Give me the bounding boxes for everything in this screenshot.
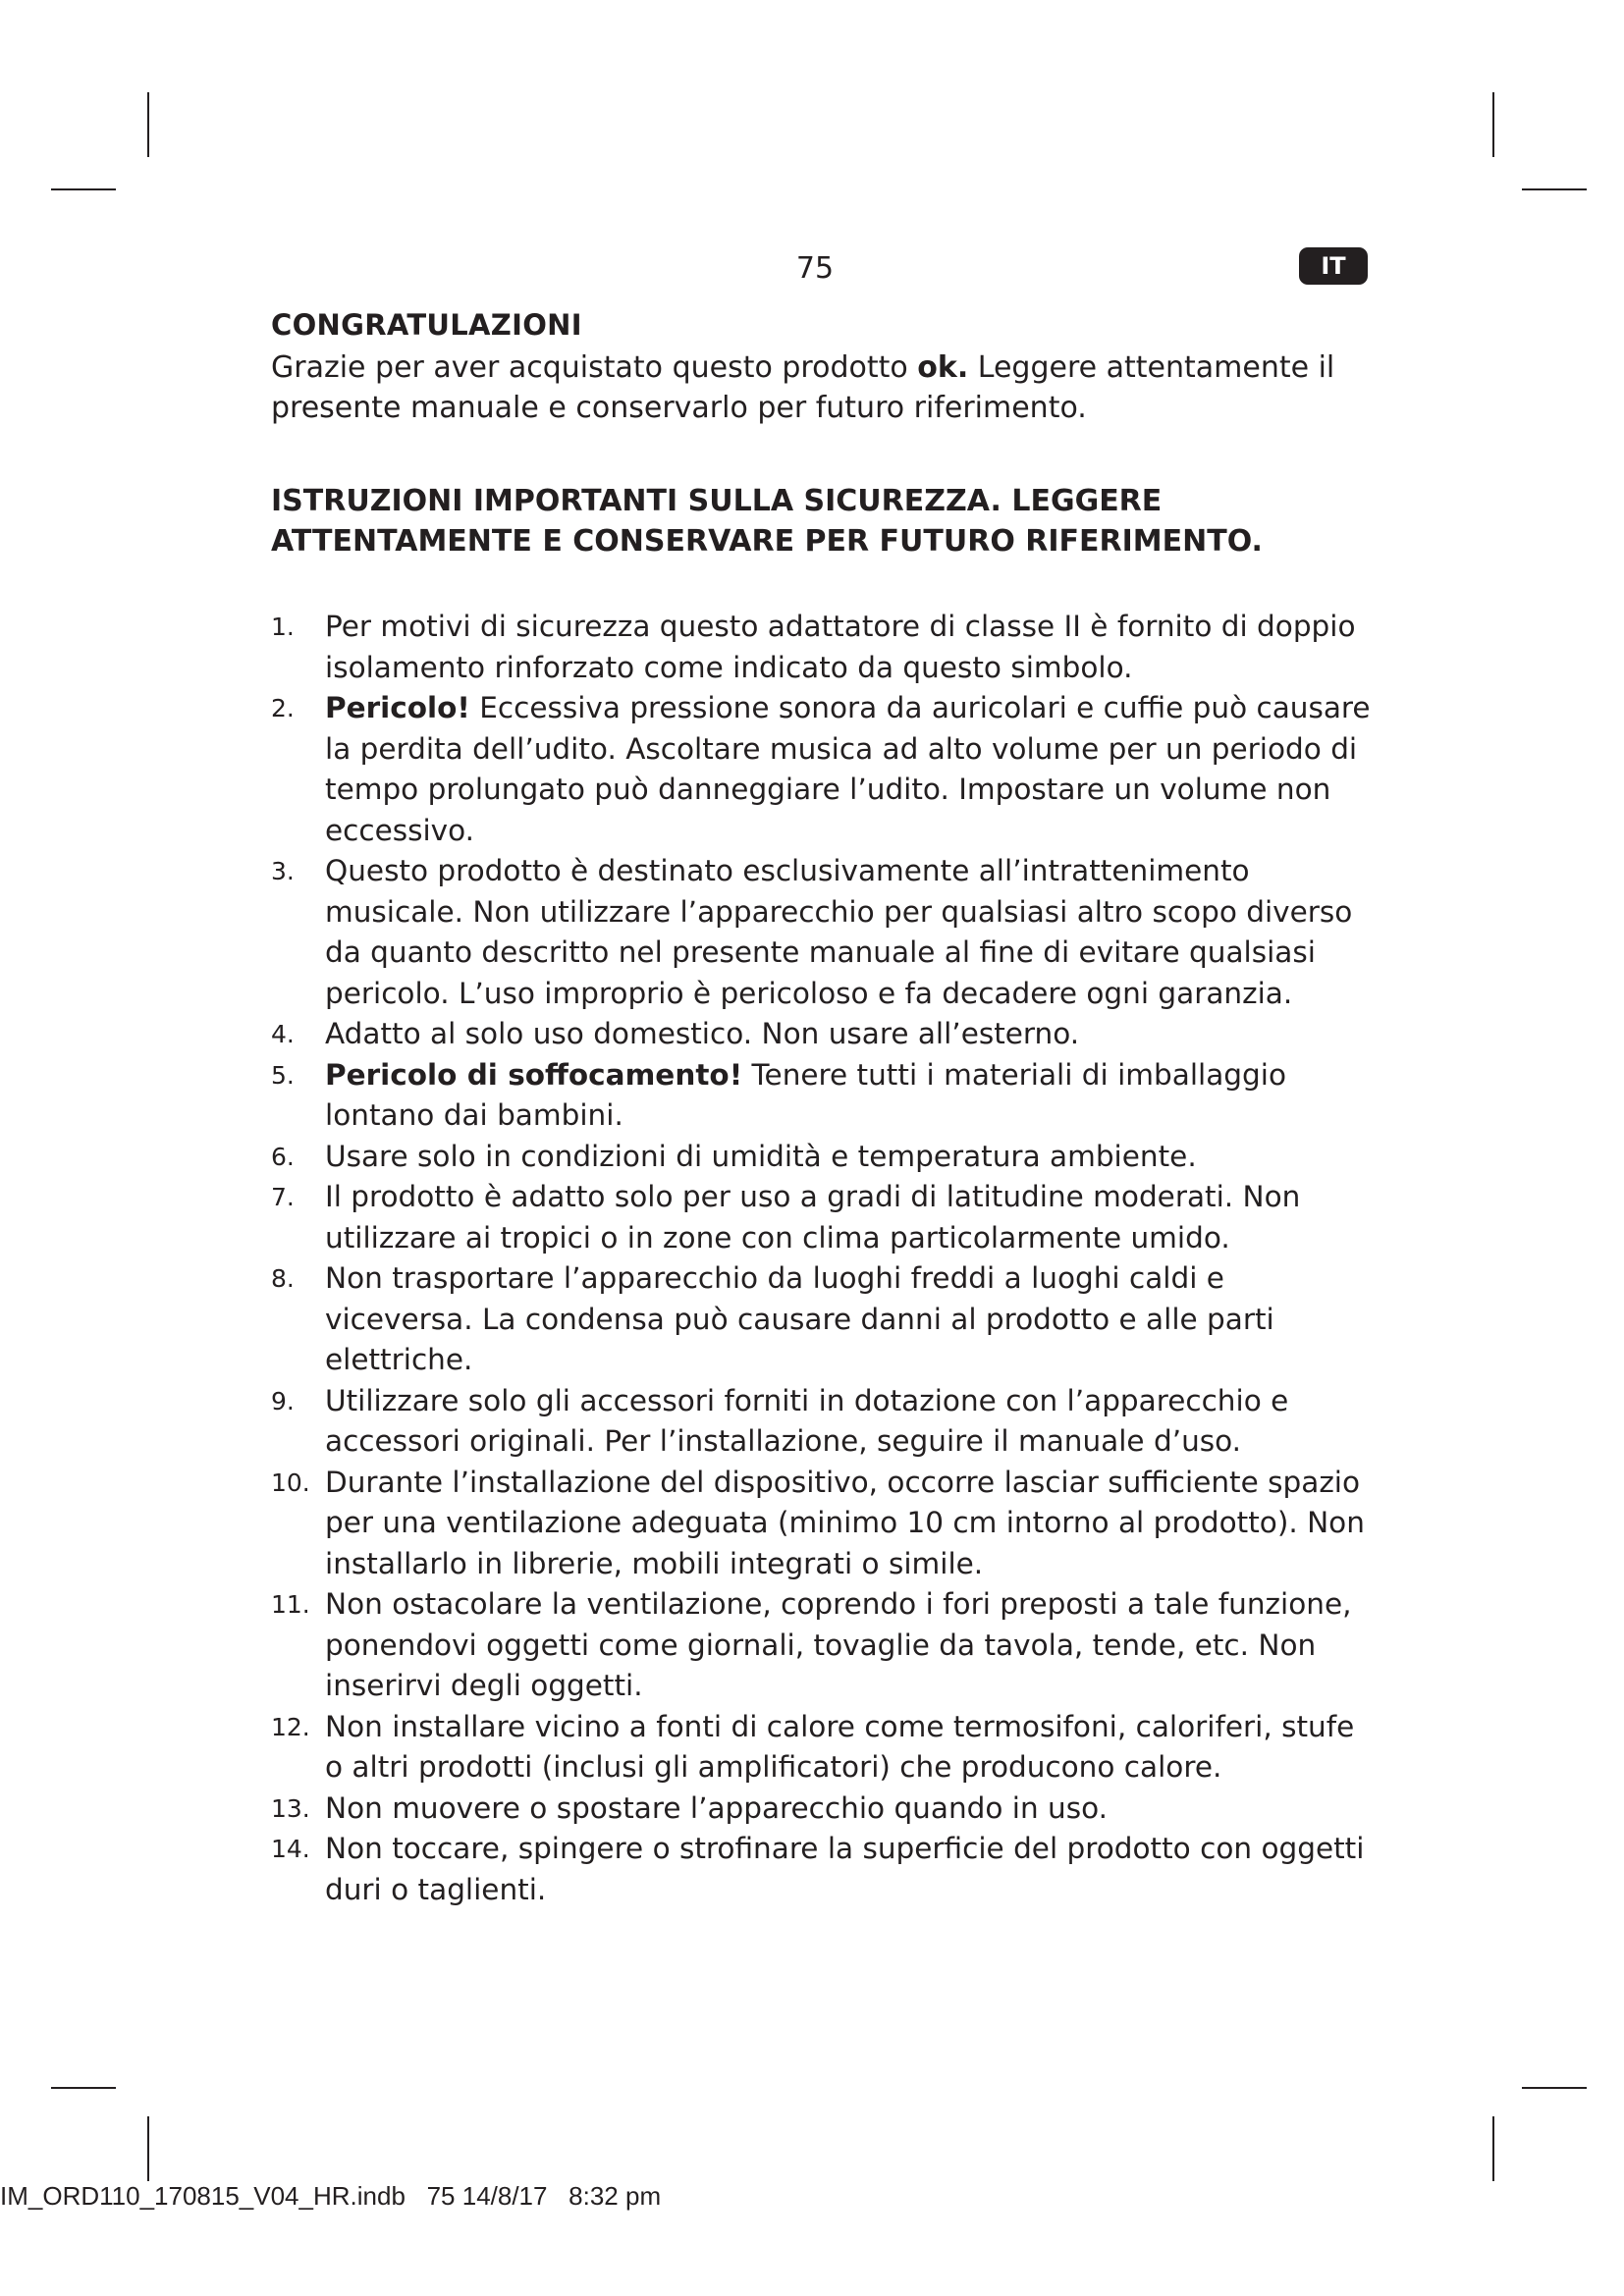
brand-name: ok.: [917, 350, 969, 385]
crop-mark-top-right-horizontal: [1522, 188, 1587, 190]
print-slug: [0, 2181, 661, 2212]
item-text: Non installare vicino a fonti di calore come termosifoni, caloriferi, stufe o altri prodotti (inclusi gli amplificatori) che producono calore.: [325, 1709, 1355, 1784]
item-number: 7.: [271, 1183, 295, 1211]
list-item: [271, 1055, 1380, 1137]
item-number: 14.: [271, 1835, 310, 1863]
item-number: 8.: [271, 1264, 295, 1293]
item-text: Questo prodotto è destinato esclusivamente all’intrattenimento musicale. Non utilizzare l’apparecchio per qualsiasi altro scopo diverso da quanto descritto nel presente manuale al fine di evitare qualsiasi pericolo. L’uso improprio è pericoloso e fa decadere ogni garanzia.: [325, 854, 1353, 1010]
item-text: Non trasportare l’apparecchio da luoghi freddi a luoghi caldi e viceversa. La condensa può causare danni al prodotto e alle parti elettriche.: [325, 1261, 1274, 1376]
safety-instructions-list: [271, 607, 1380, 1910]
slug-date: 14/8/17: [461, 2181, 548, 2211]
item-number: 13.: [271, 1793, 310, 1823]
item-number: 6.: [271, 1142, 295, 1171]
crop-mark-top-left-vertical: [147, 92, 149, 157]
crop-mark-bottom-left-vertical: [147, 2116, 149, 2181]
item-text: Usare solo in condizioni di umidità e temperatura ambiente.: [325, 1139, 1197, 1173]
list-item: [271, 1463, 1380, 1585]
list-item: [271, 1584, 1380, 1707]
intro-text-post: Leggere attentamente il presente manuale e conservarlo per futuro riferimento.: [271, 350, 1335, 425]
item-number: 3.: [271, 857, 295, 885]
item-number: 1.: [271, 613, 295, 641]
slug-time: 8:32 pm: [568, 2181, 662, 2211]
intro-paragraph: [271, 347, 1380, 428]
list-item: [271, 1381, 1380, 1463]
list-item: [271, 607, 1380, 688]
item-text: Non ostacolare la ventilazione, coprendo i fori preposti a tale funzione, ponendovi oggetti come giornali, tovaglie da tavola, tende, etc. Non inserirvi degli oggetti.: [325, 1587, 1352, 1702]
slug-filename: IM_ORD110_170815_V04_HR.indb: [0, 2181, 406, 2211]
safety-heading: ISTRUZIONI IMPORTANTI SULLA SICUREZZA. LEGGERE ATTENTAMENTE E CONSERVARE PER FUTURO RIFERIMENTO.: [271, 484, 1263, 559]
item-text: Adatto al solo uso domestico. Non usare all’esterno.: [325, 1017, 1080, 1050]
crop-mark-bottom-left-horizontal: [51, 2087, 116, 2089]
list-item: [271, 1707, 1380, 1789]
item-number: 4.: [271, 1020, 295, 1048]
item-text: Tenere tutti i materiali di imballaggio lontano dai bambini.: [325, 1057, 1286, 1132]
congratulations-heading: CONGRATULAZIONI: [271, 308, 582, 342]
crop-mark-bottom-right-vertical: [1492, 2116, 1494, 2181]
item-text: Utilizzare solo gli accessori forniti in dotazione con l’apparecchio e accessori originali. Per l’installazione, seguire il manuale d’uso.: [325, 1383, 1289, 1458]
list-item: [271, 688, 1380, 851]
item-text: Durante l’installazione del dispositivo, occorre lasciar sufficiente spazio per una ventilazione adeguata (minimo 10 cm intorno al prodotto). Non installarlo in librerie, mobili integrati o simile.: [325, 1465, 1365, 1580]
item-text: Non toccare, spingere o strofinare la superficie del prodotto con oggetti duri o taglienti.: [325, 1832, 1365, 1906]
page-number: 75: [795, 251, 835, 286]
item-text: Per motivi di sicurezza questo adattatore di classe II è fornito di doppio isolamento rinforzato come indicato da questo simbolo.: [325, 610, 1356, 684]
item-text: Eccessiva pressione sonora da auricolari e cuffie può causare la perdita dell’udito. Ascoltare musica ad alto volume per un periodo di tempo prolungato può danneggiare l’udito. Impostare un volume non eccessivo.: [325, 691, 1371, 847]
list-item: [271, 1177, 1380, 1258]
slug-page: 75: [426, 2181, 456, 2211]
list-item: [271, 1789, 1380, 1830]
list-item: [271, 851, 1380, 1014]
list-item: [271, 1014, 1380, 1055]
item-warning: Pericolo di soffocamento!: [325, 1057, 743, 1092]
crop-mark-top-left-horizontal: [51, 188, 116, 190]
list-item: [271, 1137, 1380, 1178]
list-item: [271, 1258, 1380, 1381]
item-number: 10.: [271, 1468, 310, 1497]
item-number: 2.: [271, 694, 295, 722]
item-number: 9.: [271, 1386, 295, 1415]
item-number: 12.: [271, 1712, 310, 1741]
item-warning: Pericolo!: [325, 691, 470, 724]
crop-mark-top-right-vertical: [1492, 92, 1494, 157]
item-number: 5.: [271, 1060, 295, 1090]
crop-mark-bottom-right-horizontal: [1522, 2087, 1587, 2089]
intro-text-pre: Grazie per aver acquistato questo prodotto: [271, 350, 918, 385]
item-number: 11.: [271, 1590, 310, 1619]
language-badge: IT: [1299, 247, 1368, 285]
list-item: [271, 1829, 1380, 1910]
item-text: Il prodotto è adatto solo per uso a gradi di latitudine moderati. Non utilizzare ai tropici o in zone con clima particolarmente umido.: [325, 1180, 1301, 1255]
item-text: Non muovere o spostare l’apparecchio quando in uso.: [325, 1790, 1109, 1825]
